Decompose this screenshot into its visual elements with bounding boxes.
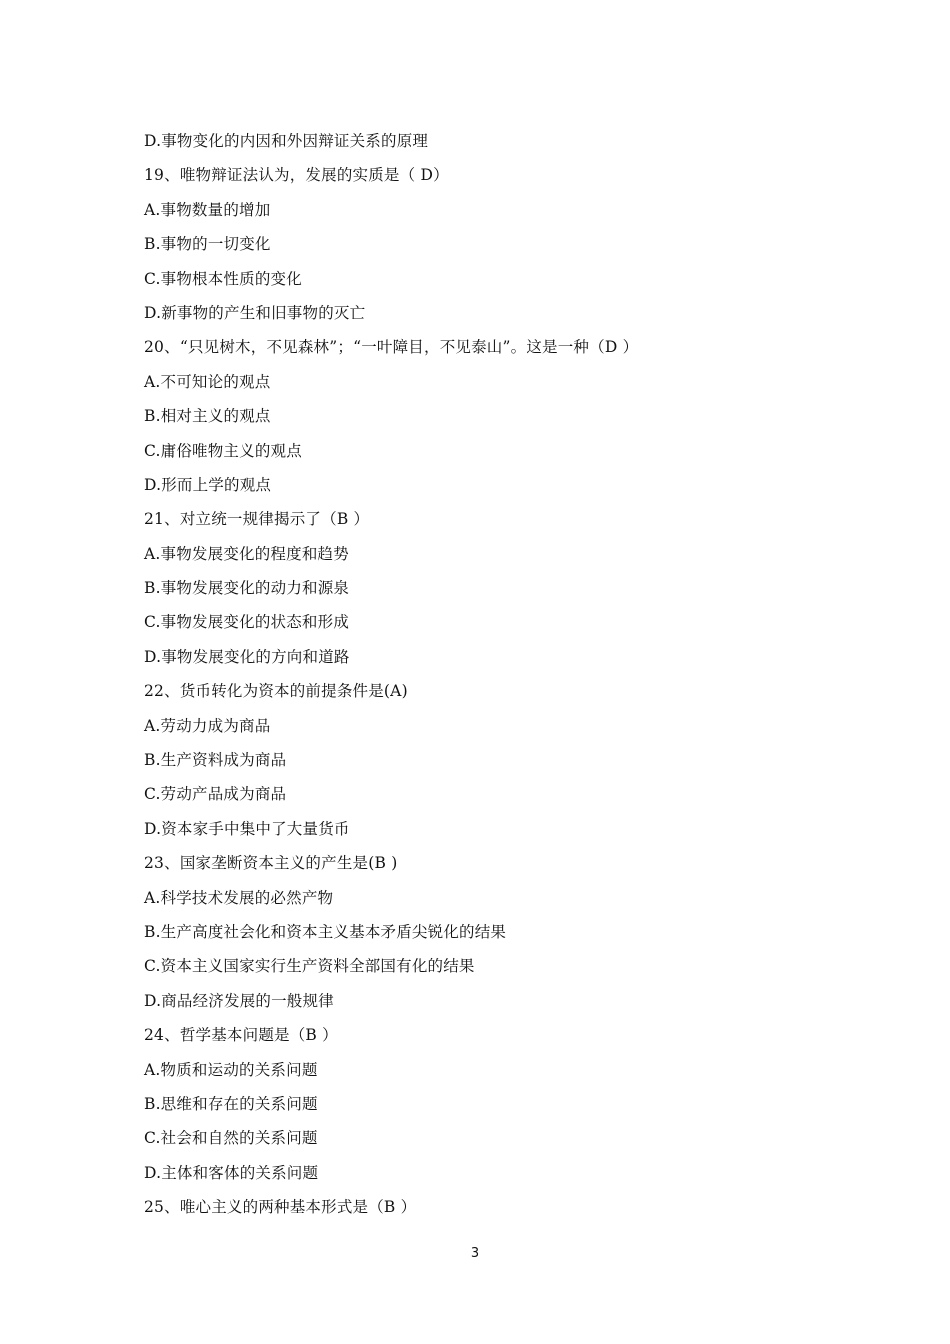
option-line: A.科学技术发展的必然产物 bbox=[144, 888, 334, 907]
question-line: 20、“只见树木，不见森林”；“一叶障目，不见泰山”。这是一种（D ） bbox=[144, 338, 639, 357]
page-number: 3 bbox=[470, 1246, 480, 1261]
text-line: D.事物变化的内因和外因辩证关系的原理 bbox=[144, 132, 429, 150]
option-line: C.社会和自然的关系问题 bbox=[144, 1129, 318, 1148]
question-line: 25、唯心主义的两种基本形式是（B ） bbox=[144, 1198, 417, 1217]
option-line: A.物质和运动的关系问题 bbox=[144, 1060, 318, 1079]
question-line: 22、货币转化为资本的前提条件是(A) bbox=[144, 682, 408, 701]
option-line: A.事物数量的增加 bbox=[144, 200, 271, 219]
option-line: B.事物发展变化的动力和源泉 bbox=[144, 579, 350, 598]
option-line: B.生产资料成为商品 bbox=[144, 751, 287, 770]
option-line: B.相对主义的观点 bbox=[144, 407, 271, 426]
option-line: A.劳动力成为商品 bbox=[144, 716, 271, 735]
option-line: D.形而上学的观点 bbox=[144, 475, 272, 494]
question-line: 23、国家垄断资本主义的产生是(B ) bbox=[144, 854, 398, 873]
question-line: 24、哲学基本问题是（B ） bbox=[144, 1026, 338, 1045]
option-line: B.思维和存在的关系问题 bbox=[144, 1094, 318, 1113]
option-line: D.商品经济发展的一般规律 bbox=[144, 991, 334, 1010]
option-line: D.资本家手中集中了大量货币 bbox=[144, 819, 350, 838]
option-line: C.劳动产品成为商品 bbox=[144, 785, 287, 804]
option-line: D.新事物的产生和旧事物的灭亡 bbox=[144, 303, 366, 322]
option-line: C.事物发展变化的状态和形成 bbox=[144, 613, 350, 632]
document-content bbox=[144, 124, 844, 1225]
option-line: B.生产高度社会化和资本主义基本矛盾尖锐化的结果 bbox=[144, 922, 507, 941]
option-line: D.事物发展变化的方向和道路 bbox=[144, 647, 350, 666]
option-line: A.事物发展变化的程度和趋势 bbox=[144, 544, 349, 563]
option-line: C.庸俗唯物主义的观点 bbox=[144, 441, 302, 460]
option-line: B.事物的一切变化 bbox=[144, 235, 271, 254]
option-line: A.不可知论的观点 bbox=[144, 372, 271, 391]
option-line: C.事物根本性质的变化 bbox=[144, 269, 302, 288]
option-line: C.资本主义国家实行生产资料全部国有化的结果 bbox=[144, 957, 475, 976]
question-line: 21、对立统一规律揭示了（B ） bbox=[144, 510, 370, 529]
question-line: 19、唯物辩证法认为，发展的实质是（ D） bbox=[144, 166, 449, 185]
option-line: D.主体和客体的关系问题 bbox=[144, 1163, 319, 1182]
